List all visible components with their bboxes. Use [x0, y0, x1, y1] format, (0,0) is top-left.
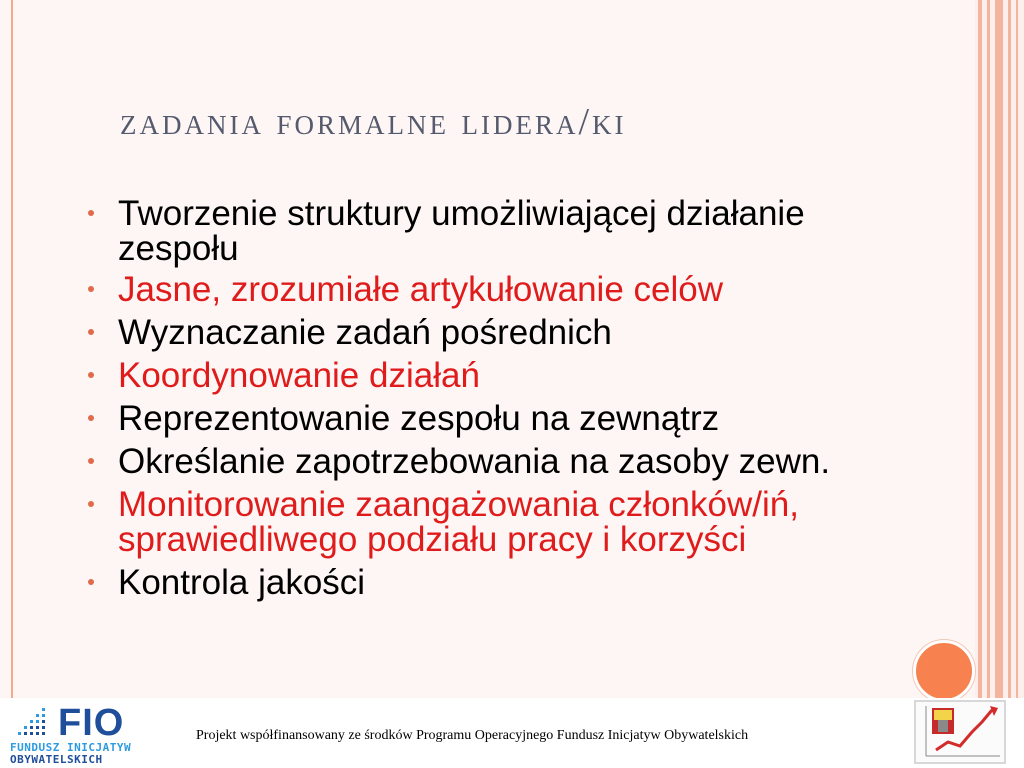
bullet-dot-icon	[88, 372, 94, 378]
bullet-dot-icon	[88, 329, 94, 335]
bullet-text: Tworzenie struktury umożliwiającej działanie zespołu	[118, 194, 805, 268]
bullet-item	[88, 196, 888, 266]
bullet-text: Jasne, zrozumiałe artykułowanie celów	[118, 270, 723, 309]
fio-logo-line1: FUNDUSZ INICJATYW	[10, 741, 132, 754]
bullet-item	[88, 565, 888, 600]
bullet-item	[88, 487, 888, 557]
bullet-dot-icon	[88, 210, 94, 216]
decorative-circle	[913, 640, 975, 702]
chart-growth-icon	[914, 700, 1006, 764]
dots-icon	[12, 708, 52, 738]
footer-text: Projekt współfinansowany ze środków Programu Operacyjnego Fundusz Inicjatyw Obywatelskich	[196, 728, 749, 743]
bullet-dot-icon	[88, 501, 94, 507]
frame-line	[11, 0, 13, 700]
bullet-item	[88, 358, 888, 393]
bullet-dot-icon	[88, 415, 94, 421]
bullet-text: Reprezentowanie zespołu na zewnątrz	[118, 399, 720, 438]
bullet-text: Wyznaczanie zadań pośrednich	[118, 313, 612, 352]
bullet-text: Koordynowanie działań	[118, 356, 480, 395]
bullet-dot-icon	[88, 458, 94, 464]
bullet-item	[88, 272, 888, 307]
fio-logo-line2: OBYWATELSKICH	[10, 753, 103, 766]
bullet-item	[88, 315, 888, 350]
bullet-text: Określanie zapotrzebowania na zasoby zewn.	[118, 442, 831, 481]
bullet-item	[88, 444, 888, 479]
footer	[0, 698, 1024, 768]
bullet-dot-icon	[88, 579, 94, 585]
bullet-dot-icon	[88, 286, 94, 292]
decorative-stripes	[975, 0, 1024, 768]
bullet-list	[88, 196, 888, 608]
bullet-text: Monitorowanie zaangażowania członków/iń, sprawiedliwego podziału pracy i korzyści	[118, 485, 799, 559]
fio-logo	[6, 702, 136, 764]
bullet-item	[88, 401, 888, 436]
slide-title: zadania formalne lidera/ki	[120, 101, 627, 143]
fio-logo-text: FIO	[58, 702, 125, 744]
bullet-text: Kontrola jakości	[118, 563, 366, 602]
